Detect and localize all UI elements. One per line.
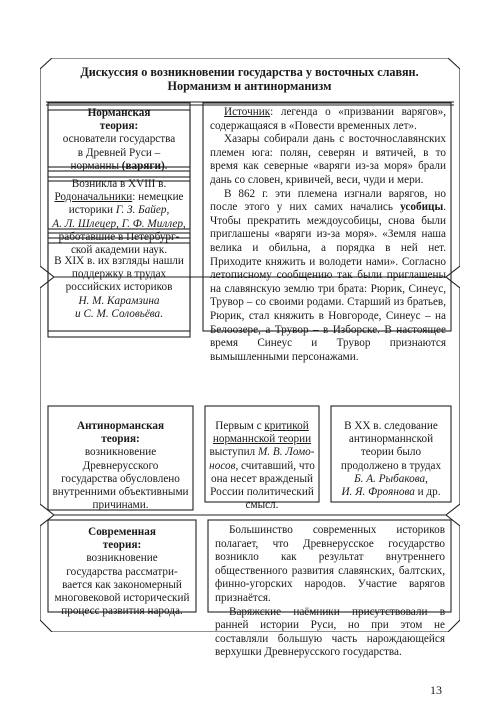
title-line-1: Дискуссия о возникновении государства у восточных славян.: [80, 65, 419, 79]
origin-line: работавшие в Петербург-: [58, 230, 180, 243]
anti-def-line: внутренними объективными: [52, 486, 189, 499]
year-862-paragraph: В 862 г. эти племена изгнали варягов, но после этого у них самих начались усобицы. Чтобы прекратить междоусобицы, снова были приглашены «варяги из-за моря». «Земля наша велика и обильна, а порядка в ней нет. Приходите княжить и володети нами». Согласно летописному сообщению так были приглашены на славянскую землю три брата: Рюрик, Синеус, Трувор – со своими родами. Старший из братьев, Рюрик, стал княжить в Новгороде, Синеус – на Белоозере, а Трувор – в Изборске. В настоящее время Синеус и Трувор признаются вымышленными персонажами.: [210, 187, 446, 363]
source-label: Источник: [224, 106, 271, 118]
support-line: поддержку в трудах: [71, 268, 167, 281]
critique-line: смысл.: [245, 499, 279, 512]
norman-def-line: основатели государства: [62, 133, 176, 146]
khazars-paragraph: Хазары собирали дань с восточнославянских племен юга: полян, северян и вятичей, в то время как северные «варяги из-за моря» брали дань со словен, кривичей, веси, чуди и мери.: [210, 133, 446, 186]
continuation-line: теории было: [360, 446, 422, 459]
modern-def-line: возникновение: [86, 552, 158, 565]
anti-heading: Антинорманская: [76, 420, 165, 432]
modern-heading: Современная: [88, 526, 156, 538]
lomonosov-critique: [205, 420, 319, 512]
anti-def-line: причинами.: [92, 499, 149, 512]
critique-line: Первым с критикой: [215, 420, 309, 432]
origin-line: историки Г. З. Байер,: [68, 204, 170, 217]
modern-def-line: процесс развития народа.: [61, 605, 183, 618]
support-line: российских историков: [65, 281, 173, 294]
continuation-line: Б. А. Рыбакова,: [354, 472, 428, 485]
varyagi-term: (варяги): [121, 159, 165, 172]
critique-line: норманнской теории: [212, 433, 312, 446]
norman-source-text: [210, 106, 446, 364]
modern-paragraph-1: Большинство современных историков полагает, что Древнерусское государство возникло как результат внутреннего общественного развития славянских, балтских, финно-угорских народов. Участие варягов признаётся.: [215, 524, 445, 604]
founders-label: Родоначальники: [54, 191, 133, 204]
continuation-line: продолжено в трудах: [340, 459, 442, 472]
anti-def-line: государства обусловлено: [61, 472, 180, 485]
norman-heading-2: теория:: [99, 120, 139, 133]
page-number: 13: [430, 683, 442, 697]
origin-line: Возникла в XVIII в.: [71, 178, 167, 190]
norman-heading: Норманская: [87, 107, 151, 119]
support-line: В XIX в. их взгляды нашли: [54, 255, 184, 267]
title-line-2: Норманизм и антинорманизм: [167, 79, 332, 93]
continuation-line: антинорманнской: [348, 433, 434, 446]
critique-line: она несет вражденый: [210, 472, 314, 485]
critique-line: России политический: [210, 486, 314, 499]
modern-def-line: вается как закономерный: [62, 578, 182, 591]
norman-def-line: в Древней Руси –: [77, 146, 161, 159]
usobitsy-term: усобицы: [400, 201, 444, 214]
modern-paragraph-2: Варяжские наёмники присутствовали в ранней истории Руси, но при этом не составляли большую часть нарождающейся верхушки Древнерусского государства.: [215, 605, 445, 659]
origin-line: Родоначальники: немецкие: [54, 191, 184, 204]
page-title: [52, 65, 447, 93]
norman-support: [48, 255, 190, 321]
anti-heading-2: теория:: [101, 433, 140, 446]
continuation-line: В XX в. следование: [344, 420, 438, 432]
modern-def-line: государства рассматри-: [66, 565, 178, 578]
continuation-line: И. Я. Фроянова и др.: [341, 486, 441, 499]
modern-heading-2: теория:: [102, 539, 142, 552]
anti-definition: [48, 420, 193, 512]
origin-line: ской академии наук.: [70, 244, 168, 257]
support-line: и С. М. Соловьёва.: [75, 307, 163, 320]
critique-line: носов, считавший, что: [209, 459, 315, 472]
anti-def-line: возникновение: [84, 446, 157, 459]
xx-century-continuation: [331, 420, 451, 499]
modern-text: [215, 524, 445, 660]
modern-def-line: многовековой исторический: [54, 592, 190, 605]
norman-definition: [48, 107, 190, 173]
critique-line: выступил М. В. Ломо-: [209, 446, 315, 459]
source-paragraph: Источник: легенда о «призвании варягов», содержащаяся в «Повести временных лет».: [210, 106, 446, 132]
norman-origin: [48, 178, 190, 257]
norman-def-line: норманны (варяги).: [70, 159, 168, 172]
support-line: Н. М. Карамзина: [78, 294, 160, 307]
modern-definition: [48, 526, 196, 618]
origin-line: А. Л. Шлецер, Г. Ф. Миллер,: [52, 217, 186, 230]
anti-def-line: Древнерусского: [82, 459, 159, 472]
